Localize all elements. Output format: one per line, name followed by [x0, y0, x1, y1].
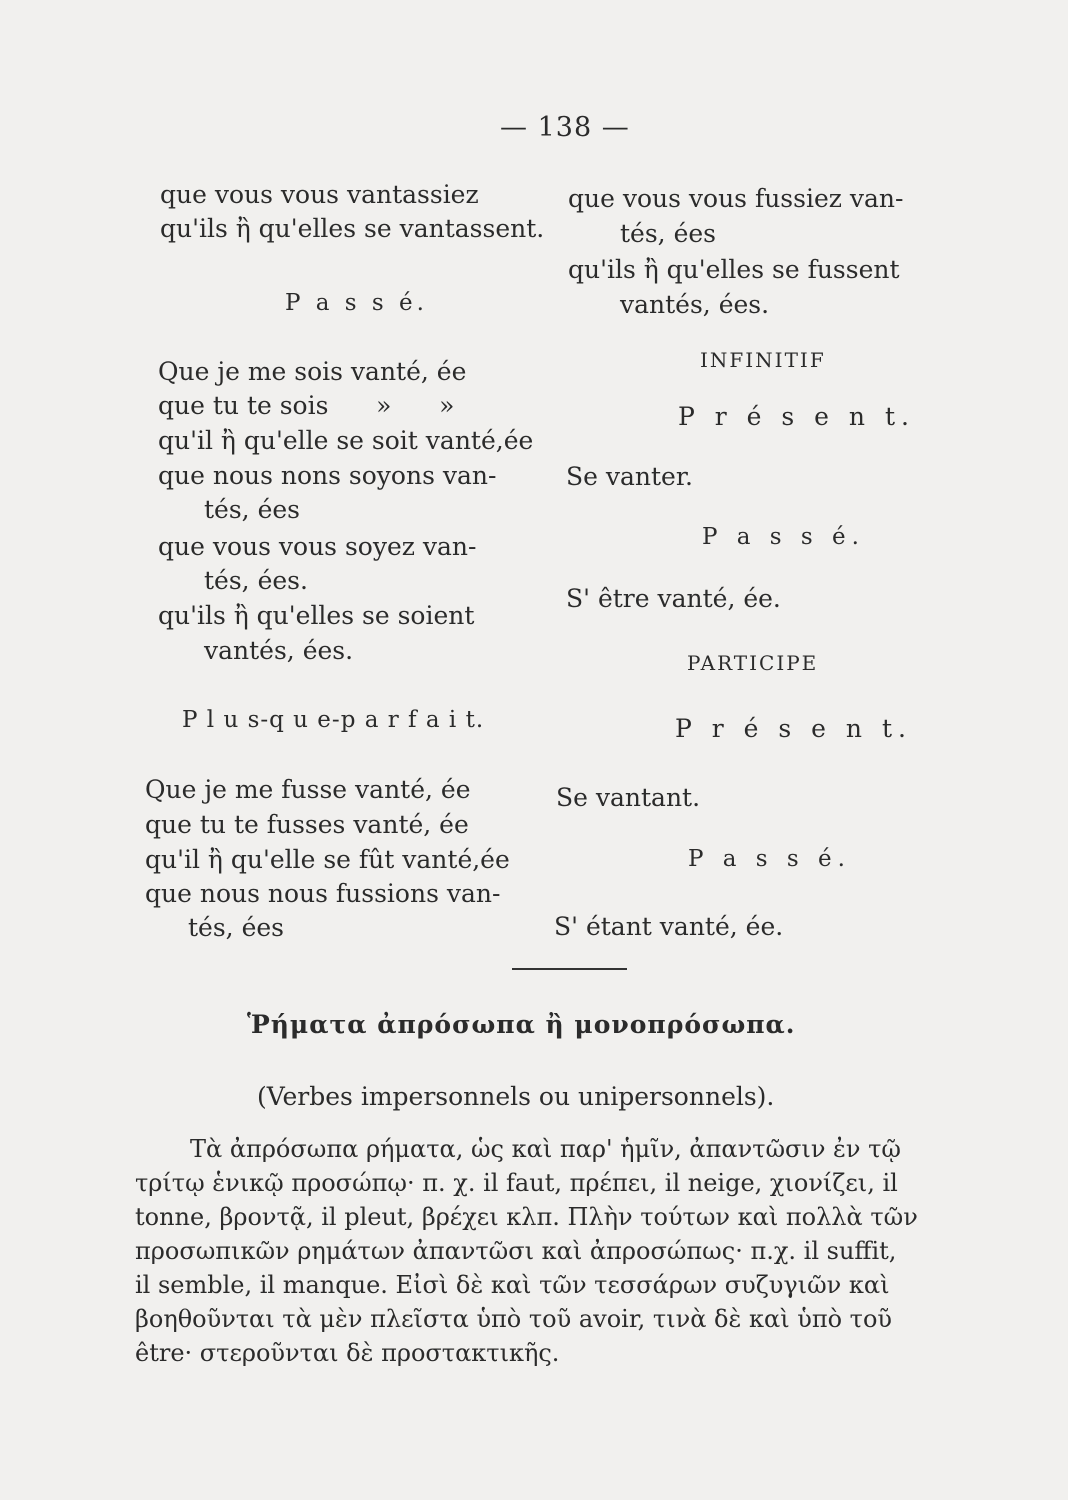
text-line: Que je me fusse vanté, ée — [145, 775, 471, 804]
text-line: qu'il ἢ qu'elle se soit vanté,ée — [158, 426, 534, 455]
text-line: que nous nous fussions van- — [145, 879, 501, 908]
tense-heading-passe: P a s s é. — [285, 290, 428, 316]
paragraph-line: être· στεροῦνται δὲ προστακτικῆς. — [135, 1339, 560, 1367]
tense-heading-passe: P a s s é. — [688, 846, 851, 872]
text-line: tés, ées — [188, 913, 284, 942]
text-line: que tu te fusses vanté, ée — [145, 810, 469, 839]
text-line: vantés, ées. — [204, 636, 354, 665]
text-line: Que je me sois vanté, ée — [158, 357, 467, 386]
tense-heading-passe: P a s s é. — [702, 524, 865, 550]
text-line: S' être vanté, ée. — [566, 584, 781, 613]
text-line: que vous vous vantassiez — [160, 180, 479, 209]
left-column — [0, 0, 560, 960]
text-line: que vous vous fussiez van- — [568, 184, 904, 213]
text-line: qu'ils ἢ qu'elles se fussent — [568, 255, 900, 284]
text-line: que tu te sois » » — [158, 391, 455, 420]
right-column — [540, 0, 1020, 960]
text-line: qu'il ἢ qu'elle se fût vanté,ée — [145, 845, 510, 874]
text-line: S' étant vanté, ée. — [554, 912, 784, 941]
paragraph-line: προσωπικῶν ρημάτων ἀπαντῶσι καὶ ἀπροσώπως· π.χ. il suffit, — [135, 1237, 897, 1265]
text-line: Se vantant. — [556, 783, 701, 812]
mood-heading-participe: PARTICIPE — [687, 651, 819, 675]
text-line: qu'ils ἢ qu'elles se vantassent. — [160, 214, 545, 243]
mood-heading-infinitif: INFINITIF — [700, 348, 826, 372]
text-line: qu'ils ἢ qu'elles se soient — [158, 601, 475, 630]
text-line: Se vanter. — [566, 462, 693, 491]
paragraph-line: βοηθοῦνται τὰ μὲν πλεῖστα ὑπὸ τοῦ avoir, τινὰ δὲ καὶ ὑπὸ τοῦ — [135, 1305, 892, 1333]
tense-heading-plus-que-parfait: P l u s-q u e-p a r f a i t. — [182, 707, 485, 733]
text-line: tés, ées. — [204, 566, 308, 595]
text-line: que nous nons soyons van- — [158, 461, 497, 490]
section-divider — [512, 968, 627, 970]
text-line: vantés, ées. — [620, 290, 770, 319]
text-line: tés, ées — [204, 495, 300, 524]
tense-heading-present: P r é s e n t. — [675, 714, 912, 743]
paragraph-line: il semble, il manque. Εἰσὶ δὲ καὶ τῶν τεσσάρων συζυγιῶν καὶ — [135, 1271, 890, 1299]
paragraph-line: tonne, βροντᾷ, il pleut, βρέχει κλπ. Πλὴν τούτων καὶ πολλὰ τῶν — [135, 1203, 918, 1231]
text-line: que vous vous soyez van- — [158, 532, 477, 561]
tense-heading-present: P r é s e n t. — [678, 402, 915, 431]
paragraph-line: τρίτῳ ἑνικῷ προσώπῳ· π. χ. il faut, πρέπει, il neige, χιονίζει, il — [135, 1169, 898, 1197]
page-number: — 138 — — [500, 112, 630, 143]
text-line: tés, ées — [620, 219, 716, 248]
paragraph-line: Τὰ ἀπρόσωπα ρήματα, ὡς καὶ παρ' ἡμῖν, ἀπαντῶσιν ἐν τῷ — [190, 1135, 901, 1163]
section-title: Ῥήματα ἀπρόσωπα ἢ μονοπρόσωπα. — [247, 1010, 796, 1039]
section-subtitle: (Verbes impersonnels ou unipersonnels). — [257, 1082, 775, 1111]
